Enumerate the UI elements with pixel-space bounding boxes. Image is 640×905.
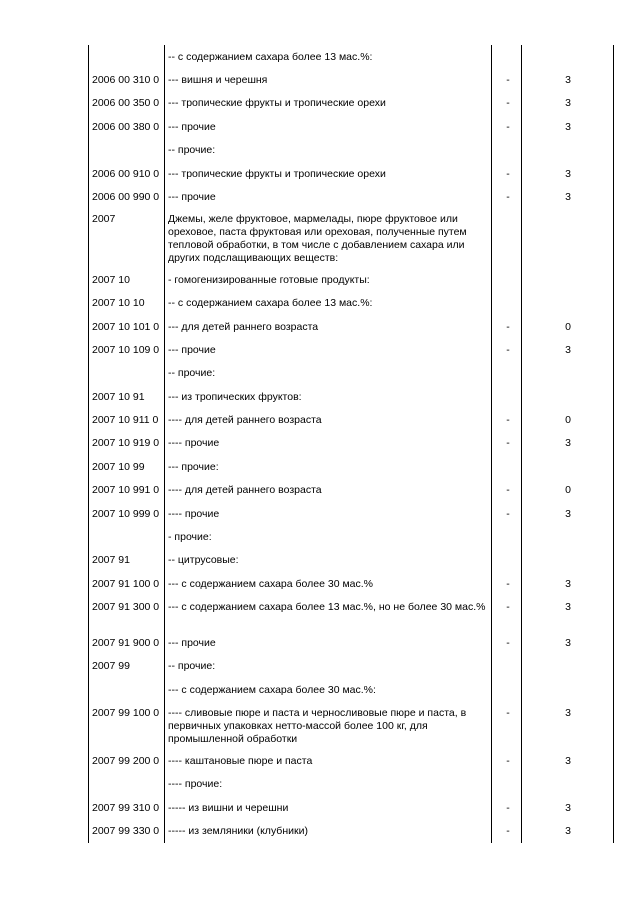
row-code: 2007 91 900 0: [92, 637, 160, 649]
row-description: --- тропические фрукты и тропические орехи: [168, 168, 386, 180]
row-description: ---- для детей раннего возраста: [168, 484, 322, 496]
row-rate: 3: [565, 755, 571, 767]
row-description: --- прочие:: [168, 461, 219, 473]
row-dash: -: [506, 74, 510, 86]
row-description: - прочие:: [168, 531, 212, 543]
row-dash: -: [506, 168, 510, 180]
row-dash: -: [506, 755, 510, 767]
column-divider-desc: [491, 45, 492, 843]
row-code: 2007 91: [92, 554, 130, 566]
row-code: 2007 10 91: [92, 391, 145, 403]
row-code: 2007 10 10: [92, 297, 145, 309]
row-description: --- для детей раннего возраста: [168, 321, 319, 333]
row-description: --- с содержанием сахара более 30 мас.%:: [168, 684, 376, 696]
row-dash: -: [506, 825, 510, 837]
row-dash: -: [506, 321, 510, 333]
row-description: -- прочие:: [168, 660, 216, 672]
row-description: ---- для детей раннего возраста: [168, 414, 322, 426]
row-description: ---- сливовые пюре и паста и черносливовые пюре и паста, в первичных упаковках нетто-массой более 100 кг, для промышленной обработки: [168, 707, 467, 745]
row-dash: -: [506, 508, 510, 520]
row-code: 2006 00 910 0: [92, 168, 160, 180]
row-dash: -: [506, 637, 510, 649]
row-description: --- с содержанием сахара более 30 мас.%: [168, 578, 374, 590]
table-border-left: [88, 45, 89, 843]
row-rate: 0: [565, 321, 571, 333]
row-code: 2007 99 100 0: [92, 707, 160, 719]
row-dash: -: [506, 707, 510, 719]
row-code: 2007 99 330 0: [92, 825, 160, 837]
row-code: 2007 10 101 0: [92, 321, 160, 333]
row-code: 2007 10 99: [92, 461, 145, 473]
row-description: --- вишня и черешня: [168, 74, 268, 86]
row-code: 2007 99 200 0: [92, 755, 160, 767]
row-code: 2007 10 911 0: [92, 414, 159, 426]
row-description: - гомогенизированные готовые продукты:: [168, 274, 370, 286]
row-description: --- с содержанием сахара более 13 мас.%, но не более 30 мас.%: [168, 601, 486, 613]
row-code: 2006 00 990 0: [92, 191, 160, 203]
row-rate: 3: [565, 344, 571, 356]
row-description: ----- из вишни и черешни: [168, 802, 289, 814]
row-code: 2007 91 300 0: [92, 601, 160, 613]
row-description: ---- каштановые пюре и паста: [168, 755, 313, 767]
row-rate: 3: [565, 437, 571, 449]
row-description: -- с содержанием сахара более 13 мас.%:: [168, 51, 373, 63]
row-description: --- прочие: [168, 121, 216, 133]
row-dash: -: [506, 484, 510, 496]
row-rate: 3: [565, 825, 571, 837]
row-dash: -: [506, 414, 510, 426]
row-code: 2007: [92, 213, 116, 225]
row-code: 2007 10: [92, 274, 130, 286]
row-rate: 3: [565, 601, 571, 613]
row-dash: -: [506, 601, 510, 613]
row-dash: -: [506, 802, 510, 814]
row-dash: -: [506, 121, 510, 133]
row-rate: 3: [565, 97, 571, 109]
row-code: 2007 10 919 0: [92, 437, 160, 449]
row-description: --- прочие: [168, 191, 216, 203]
row-description: --- тропические фрукты и тропические орехи: [168, 97, 386, 109]
row-rate: 3: [565, 121, 571, 133]
row-rate: 3: [565, 74, 571, 86]
row-code: 2006 00 380 0: [92, 121, 160, 133]
row-dash: -: [506, 437, 510, 449]
row-description: -- с содержанием сахара более 13 мас.%:: [168, 297, 373, 309]
row-rate: 3: [565, 802, 571, 814]
row-code: 2006 00 350 0: [92, 97, 160, 109]
row-description: -- прочие:: [168, 367, 216, 379]
row-dash: -: [506, 191, 510, 203]
row-code: 2007 91 100 0: [92, 578, 160, 590]
row-dash: -: [506, 97, 510, 109]
row-rate: 3: [565, 637, 571, 649]
row-rate: 0: [565, 484, 571, 496]
row-code: 2007 10 109 0: [92, 344, 160, 356]
row-code: 2006 00 310 0: [92, 74, 160, 86]
row-description: ---- прочие: [168, 437, 220, 449]
row-rate: 3: [565, 168, 571, 180]
row-code: 2007 10 991 0: [92, 484, 160, 496]
row-description: -- цитрусовые:: [168, 554, 239, 566]
row-description: --- прочие: [168, 637, 216, 649]
row-rate: 3: [565, 578, 571, 590]
row-description: -- прочие:: [168, 144, 216, 156]
row-description: --- из тропических фруктов:: [168, 391, 302, 403]
row-description: ---- прочие:: [168, 778, 223, 790]
row-rate: 3: [565, 707, 571, 719]
row-description: ----- из земляники (клубники): [168, 825, 308, 837]
row-rate: 0: [565, 414, 571, 426]
row-code: 2007 99 310 0: [92, 802, 160, 814]
row-dash: -: [506, 578, 510, 590]
column-divider-code: [164, 45, 165, 843]
row-rate: 3: [565, 508, 571, 520]
row-description: --- прочие: [168, 344, 216, 356]
row-rate: 3: [565, 191, 571, 203]
row-dash: -: [506, 344, 510, 356]
row-description: ---- прочие: [168, 508, 220, 520]
row-code: 2007 99: [92, 660, 130, 672]
row-code: 2007 10 999 0: [92, 508, 160, 520]
row-description: Джемы, желе фруктовое, мармелады, пюре фруктовое или ореховое, паста фруктовая или ореховая, полученные путем тепловой обработки, в том числе с добавлением сахара или других подслащивающих веществ:: [168, 213, 467, 264]
